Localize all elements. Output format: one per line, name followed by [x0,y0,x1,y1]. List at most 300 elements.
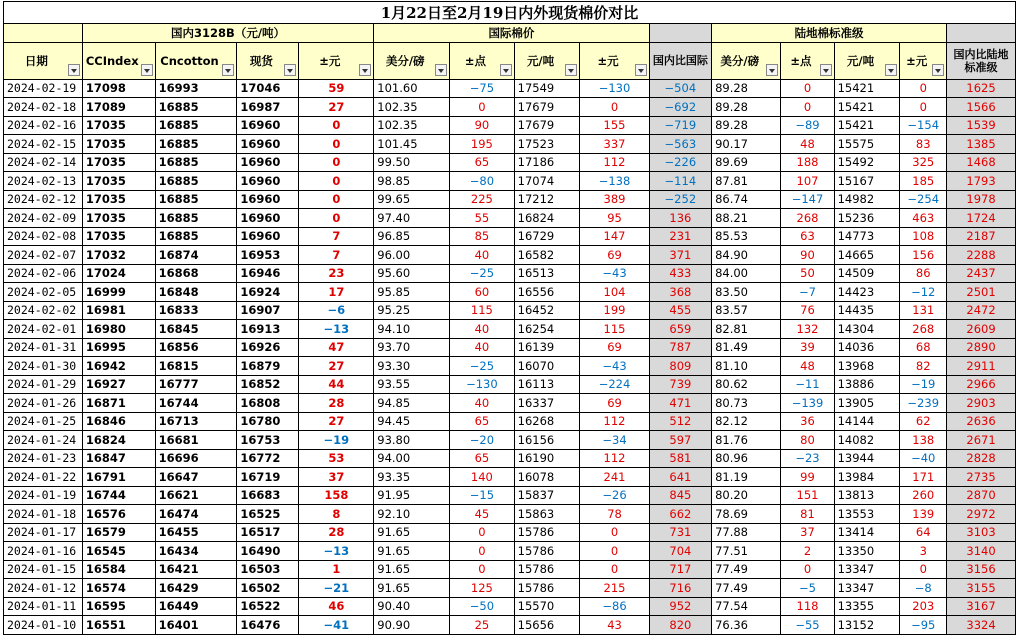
cell-domestic-vs-intl: 512 [649,412,711,431]
cell-ccindex: 17098 [82,79,155,98]
cell-intl-change: 43 [580,616,649,635]
table-row [4,523,1016,542]
cell-spot-change: 23 [299,264,374,283]
cell-intl-yuan: 16070 [514,357,580,376]
cell-basis-points: −11 [781,375,834,394]
cell-domestic-vs-basis: 3140 [947,542,1016,561]
cell-ccindex: 17035 [82,153,155,172]
cell-intl-yuan: 15786 [514,560,580,579]
cell-basis-points: 0 [781,79,834,98]
cell-domestic-vs-basis: 2288 [947,246,1016,265]
cell-intl-points: 40 [450,320,514,339]
cell-intl-yuan: 17212 [514,190,580,209]
cell-date: 2024-01-17 [4,523,83,542]
cell-cncotton: 16815 [155,357,237,376]
cell-spot: 16960 [237,116,299,135]
table-row [4,597,1016,616]
cell-intl-change: 0 [580,523,649,542]
cell-basis-yuan: 15421 [834,116,900,135]
cell-basis-yuan: 14036 [834,338,900,357]
cell-date: 2024-01-29 [4,375,83,394]
cell-spot-change: 59 [299,79,374,98]
cell-spot-change: 27 [299,98,374,117]
filter-dropdown-icon[interactable] [435,64,447,76]
cell-spot: 16960 [237,153,299,172]
cell-intl-cents: 94.45 [374,412,450,431]
cell-intl-change: 69 [580,394,649,413]
cell-intl-points: −80 [450,172,514,191]
cell-date: 2024-01-23 [4,449,83,468]
cell-cncotton: 16848 [155,283,237,302]
cell-basis-cents: 77.49 [712,560,781,579]
cell-domestic-vs-intl: −114 [649,172,711,191]
cell-intl-points: 40 [450,246,514,265]
cell-basis-change: −95 [900,616,947,635]
header-intl-change [580,42,649,79]
cell-basis-yuan: 13347 [834,560,900,579]
cell-domestic-vs-basis: 1468 [947,153,1016,172]
cell-intl-change: −34 [580,431,649,450]
cell-basis-cents: 78.69 [712,505,781,524]
cell-spot: 16683 [237,486,299,505]
cell-domestic-vs-basis: 3155 [947,579,1016,598]
cell-basis-cents: 77.88 [712,523,781,542]
cell-domestic-vs-basis: 2501 [947,283,1016,302]
cell-cncotton: 16856 [155,338,237,357]
cell-intl-change: 0 [580,560,649,579]
cell-domestic-vs-basis: 1793 [947,172,1016,191]
cell-spot: 16719 [237,468,299,487]
cell-ccindex: 17035 [82,135,155,154]
cell-intl-points: 65 [450,412,514,431]
cell-domestic-vs-intl: −252 [649,190,711,209]
header-label: 现货 [249,53,273,68]
cell-cncotton: 16885 [155,153,237,172]
cell-spot: 16522 [237,597,299,616]
table-row [4,560,1016,579]
cell-spot-change: 53 [299,449,374,468]
cell-domestic-vs-basis: 2903 [947,394,1016,413]
cell-domestic-vs-intl: 717 [649,560,711,579]
header-basis-points [781,42,834,79]
cell-domestic-vs-intl: 739 [649,375,711,394]
cell-basis-yuan: 15492 [834,153,900,172]
cell-ccindex: 16595 [82,597,155,616]
cell-domestic-vs-intl: −226 [649,153,711,172]
cell-basis-change: −239 [900,394,947,413]
cell-basis-cents: 81.76 [712,431,781,450]
filter-dropdown-icon[interactable] [68,64,80,76]
cell-basis-points: 50 [781,264,834,283]
cell-date: 2024-01-24 [4,431,83,450]
cell-spot-change: 0 [299,116,374,135]
group-blank-compare-basis [947,24,1016,43]
filter-dropdown-icon[interactable] [222,64,234,76]
cell-basis-change: 268 [900,320,947,339]
cell-cncotton: 16713 [155,412,237,431]
cell-domestic-vs-intl: 136 [649,209,711,228]
cell-domestic-vs-intl: 704 [649,542,711,561]
cell-basis-points: −5 [781,579,834,598]
cell-basis-change: 82 [900,357,947,376]
cell-basis-cents: 83.50 [712,283,781,302]
cell-ccindex: 17089 [82,98,155,117]
cell-intl-yuan: 16337 [514,394,580,413]
cell-cncotton: 16401 [155,616,237,635]
cell-intl-change: −224 [580,375,649,394]
cell-basis-yuan: 14773 [834,227,900,246]
cell-basis-points: −139 [781,394,834,413]
cell-intl-points: −25 [450,357,514,376]
cell-intl-yuan: 16729 [514,227,580,246]
header-spot [237,42,299,79]
cell-intl-yuan: 17523 [514,135,580,154]
cell-intl-change: 115 [580,320,649,339]
cell-basis-cents: 89.69 [712,153,781,172]
cell-spot: 16852 [237,375,299,394]
cell-spot: 16503 [237,560,299,579]
cell-basis-points: 90 [781,246,834,265]
cell-intl-cents: 93.30 [374,357,450,376]
group-basis: 陆地棉标准级 [712,24,947,43]
cell-spot-change: 0 [299,135,374,154]
cell-basis-cents: 90.17 [712,135,781,154]
cell-date: 2024-02-06 [4,264,83,283]
filter-dropdown-icon[interactable] [820,64,832,76]
cell-spot: 16913 [237,320,299,339]
cell-basis-change: −254 [900,190,947,209]
cell-cncotton: 16474 [155,505,237,524]
cell-intl-cents: 93.35 [374,468,450,487]
cell-spot: 16924 [237,283,299,302]
cell-domestic-vs-basis: 2636 [947,412,1016,431]
cell-spot: 16960 [237,227,299,246]
cell-intl-cents: 94.10 [374,320,450,339]
cell-ccindex: 17024 [82,264,155,283]
cell-basis-points: −89 [781,116,834,135]
cell-spot-change: −6 [299,301,374,320]
group-international: 国际棉价 [374,24,649,43]
cell-intl-points: 55 [450,209,514,228]
cell-cncotton: 16885 [155,172,237,191]
cell-ccindex: 16584 [82,560,155,579]
cell-basis-cents: 80.73 [712,394,781,413]
table-row [4,542,1016,561]
header-intl-points [450,42,514,79]
table-row [4,486,1016,505]
cell-intl-cents: 98.85 [374,172,450,191]
table-row [4,320,1016,339]
cell-intl-cents: 96.00 [374,246,450,265]
cell-domestic-vs-basis: 2609 [947,320,1016,339]
cell-intl-yuan: 16156 [514,431,580,450]
cell-intl-yuan: 16113 [514,375,580,394]
header-label: 日期 [24,53,48,68]
cell-basis-cents: 81.19 [712,468,781,487]
cell-domestic-vs-basis: 1625 [947,79,1016,98]
cell-basis-yuan: 13886 [834,375,900,394]
cell-cncotton: 16993 [155,79,237,98]
cell-cncotton: 16696 [155,449,237,468]
cell-intl-cents: 94.85 [374,394,450,413]
cell-intl-yuan: 15570 [514,597,580,616]
cell-basis-yuan: 14144 [834,412,900,431]
cell-spot-change: 0 [299,209,374,228]
cell-intl-cents: 101.60 [374,79,450,98]
cell-intl-points: 195 [450,135,514,154]
cell-spot-change: 28 [299,394,374,413]
cell-cncotton: 16885 [155,227,237,246]
cell-date: 2024-01-22 [4,468,83,487]
cell-intl-yuan: 15786 [514,523,580,542]
cell-basis-yuan: 13984 [834,468,900,487]
cell-ccindex: 16579 [82,523,155,542]
cell-basis-change: −154 [900,116,947,135]
cell-spot: 16960 [237,190,299,209]
cell-domestic-vs-intl: −719 [649,116,711,135]
cell-domestic-vs-intl: 845 [649,486,711,505]
cell-date: 2024-02-14 [4,153,83,172]
cell-domestic-vs-basis: 1724 [947,209,1016,228]
cell-date: 2024-01-19 [4,486,83,505]
cell-basis-points: 268 [781,209,834,228]
cell-intl-yuan: 15656 [514,616,580,635]
cell-domestic-vs-intl: 787 [649,338,711,357]
cell-date: 2024-02-13 [4,172,83,191]
filter-dropdown-icon[interactable] [932,64,944,76]
table-row [4,264,1016,283]
cell-date: 2024-02-16 [4,116,83,135]
cell-basis-cents: 77.54 [712,597,781,616]
cell-domestic-vs-basis: 3156 [947,560,1016,579]
cell-intl-points: 40 [450,338,514,357]
cell-cncotton: 16421 [155,560,237,579]
cell-basis-yuan: 13355 [834,597,900,616]
cell-intl-change: 155 [580,116,649,135]
cell-date: 2024-02-09 [4,209,83,228]
cell-basis-points: 132 [781,320,834,339]
cell-basis-change: 83 [900,135,947,154]
table-row [4,579,1016,598]
cell-domestic-vs-basis: 2437 [947,264,1016,283]
cell-intl-cents: 91.95 [374,486,450,505]
cell-intl-points: 90 [450,116,514,135]
cell-basis-cents: 89.28 [712,79,781,98]
cell-intl-points: 0 [450,542,514,561]
cell-basis-yuan: 15421 [834,98,900,117]
cell-cncotton: 16868 [155,264,237,283]
cell-intl-points: −50 [450,597,514,616]
cell-spot: 16926 [237,338,299,357]
cell-basis-change: 185 [900,172,947,191]
cell-basis-cents: 83.57 [712,301,781,320]
cell-basis-points: −23 [781,449,834,468]
cell-ccindex: 16791 [82,468,155,487]
cell-intl-change: −43 [580,357,649,376]
cell-cncotton: 16681 [155,431,237,450]
cell-basis-change: 86 [900,264,947,283]
cell-intl-yuan: 16139 [514,338,580,357]
cell-intl-points: 65 [450,153,514,172]
cell-intl-yuan: 16824 [514,209,580,228]
cell-date: 2024-02-15 [4,135,83,154]
cell-basis-cents: 82.81 [712,320,781,339]
cell-basis-change: −40 [900,449,947,468]
cell-domestic-vs-basis: 3324 [947,616,1016,635]
cell-intl-change: 95 [580,209,649,228]
cell-intl-points: 0 [450,560,514,579]
cell-spot-change: 8 [299,505,374,524]
cell-cncotton: 16621 [155,486,237,505]
cell-ccindex: 16942 [82,357,155,376]
filter-dropdown-icon[interactable] [635,64,647,76]
header-label: ±元 [597,53,619,68]
cell-basis-change: 68 [900,338,947,357]
table-row [4,135,1016,154]
cell-ccindex: 17032 [82,246,155,265]
cell-cncotton: 16449 [155,597,237,616]
cell-ccindex: 16576 [82,505,155,524]
cell-spot: 16946 [237,264,299,283]
cell-domestic-vs-intl: 716 [649,579,711,598]
cell-cncotton: 16647 [155,468,237,487]
cell-basis-points: 48 [781,357,834,376]
cell-basis-points: 39 [781,338,834,357]
header-cncotton [155,42,237,79]
cell-date: 2024-02-01 [4,320,83,339]
header-label: 国内比陆地标准级 [953,47,1009,74]
cell-domestic-vs-intl: 231 [649,227,711,246]
cell-intl-change: 112 [580,153,649,172]
cell-intl-yuan: 15786 [514,542,580,561]
cell-intl-points: 0 [450,523,514,542]
cell-spot-change: −13 [299,542,374,561]
cell-spot: 16753 [237,431,299,450]
cell-basis-points: 81 [781,505,834,524]
cell-date: 2024-02-07 [4,246,83,265]
cell-intl-yuan: 16582 [514,246,580,265]
cell-basis-yuan: 14423 [834,283,900,302]
table-row [4,431,1016,450]
cell-basis-cents: 84.00 [712,264,781,283]
header-label: ±元 [319,53,341,68]
cell-intl-change: 389 [580,190,649,209]
cell-domestic-vs-basis: 2187 [947,227,1016,246]
table-row [4,357,1016,376]
cell-basis-cents: 86.74 [712,190,781,209]
cell-intl-change: 112 [580,412,649,431]
filter-dropdown-icon[interactable] [141,64,153,76]
cell-domestic-vs-intl: 581 [649,449,711,468]
cell-cncotton: 16874 [155,246,237,265]
header-ccindex [82,42,155,79]
table-row [4,375,1016,394]
cell-intl-yuan: 17074 [514,172,580,191]
cell-date: 2024-01-11 [4,597,83,616]
filter-dropdown-icon[interactable] [565,64,577,76]
cell-date: 2024-01-26 [4,394,83,413]
cell-basis-yuan: 13152 [834,616,900,635]
cell-basis-yuan: 13347 [834,579,900,598]
cell-spot: 16960 [237,135,299,154]
cell-basis-change: 203 [900,597,947,616]
cell-spot-change: 0 [299,153,374,172]
cell-date: 2024-01-25 [4,412,83,431]
cell-intl-points: 0 [450,98,514,117]
cell-intl-points: −75 [450,79,514,98]
cell-intl-cents: 95.60 [374,264,450,283]
cell-spot-change: 17 [299,283,374,302]
cell-basis-cents: 81.49 [712,338,781,357]
cell-spot-change: 44 [299,375,374,394]
cell-spot-change: 27 [299,412,374,431]
cell-domestic-vs-basis: 3103 [947,523,1016,542]
cell-date: 2024-01-31 [4,338,83,357]
cell-date: 2024-01-15 [4,560,83,579]
cell-spot-change: 1 [299,560,374,579]
cell-domestic-vs-intl: 597 [649,431,711,450]
cell-basis-points: 118 [781,597,834,616]
cell-ccindex: 16574 [82,579,155,598]
cell-intl-cents: 91.65 [374,560,450,579]
cell-ccindex: 17035 [82,227,155,246]
cell-basis-cents: 80.96 [712,449,781,468]
cell-basis-cents: 77.51 [712,542,781,561]
cell-basis-points: 188 [781,153,834,172]
filter-dropdown-icon[interactable] [284,64,296,76]
cell-basis-change: 0 [900,560,947,579]
cell-spot-change: −19 [299,431,374,450]
cell-intl-yuan: 17679 [514,116,580,135]
filter-dropdown-icon[interactable] [885,64,897,76]
cell-spot: 16960 [237,172,299,191]
cell-basis-points: 37 [781,523,834,542]
cell-ccindex: 17035 [82,209,155,228]
cell-intl-yuan: 16556 [514,283,580,302]
cell-ccindex: 16846 [82,412,155,431]
cell-spot-change: 158 [299,486,374,505]
cell-intl-change: −138 [580,172,649,191]
header-intl-yuan [514,42,580,79]
cell-intl-cents: 102.35 [374,116,450,135]
cell-basis-yuan: 14982 [834,190,900,209]
cell-intl-cents: 90.40 [374,597,450,616]
cell-intl-change: 112 [580,449,649,468]
cell-spot-change: 47 [299,338,374,357]
cell-basis-cents: 85.53 [712,227,781,246]
cell-basis-yuan: 14435 [834,301,900,320]
filter-dropdown-icon[interactable] [359,64,371,76]
cell-intl-change: 199 [580,301,649,320]
cell-cncotton: 16885 [155,135,237,154]
cell-cncotton: 16429 [155,579,237,598]
cell-intl-points: 60 [450,283,514,302]
cell-basis-cents: 89.28 [712,116,781,135]
filter-dropdown-icon[interactable] [766,64,778,76]
cell-spot: 16907 [237,301,299,320]
filter-dropdown-icon[interactable] [500,64,512,76]
cell-basis-points: 2 [781,542,834,561]
header-intl-cents [374,42,450,79]
cell-cncotton: 16885 [155,98,237,117]
cell-domestic-vs-intl: 371 [649,246,711,265]
cell-domestic-vs-basis: 2472 [947,301,1016,320]
cell-spot-change: 0 [299,190,374,209]
cell-intl-change: −26 [580,486,649,505]
cell-domestic-vs-basis: 1385 [947,135,1016,154]
cell-spot: 16987 [237,98,299,117]
cell-ccindex: 17035 [82,172,155,191]
